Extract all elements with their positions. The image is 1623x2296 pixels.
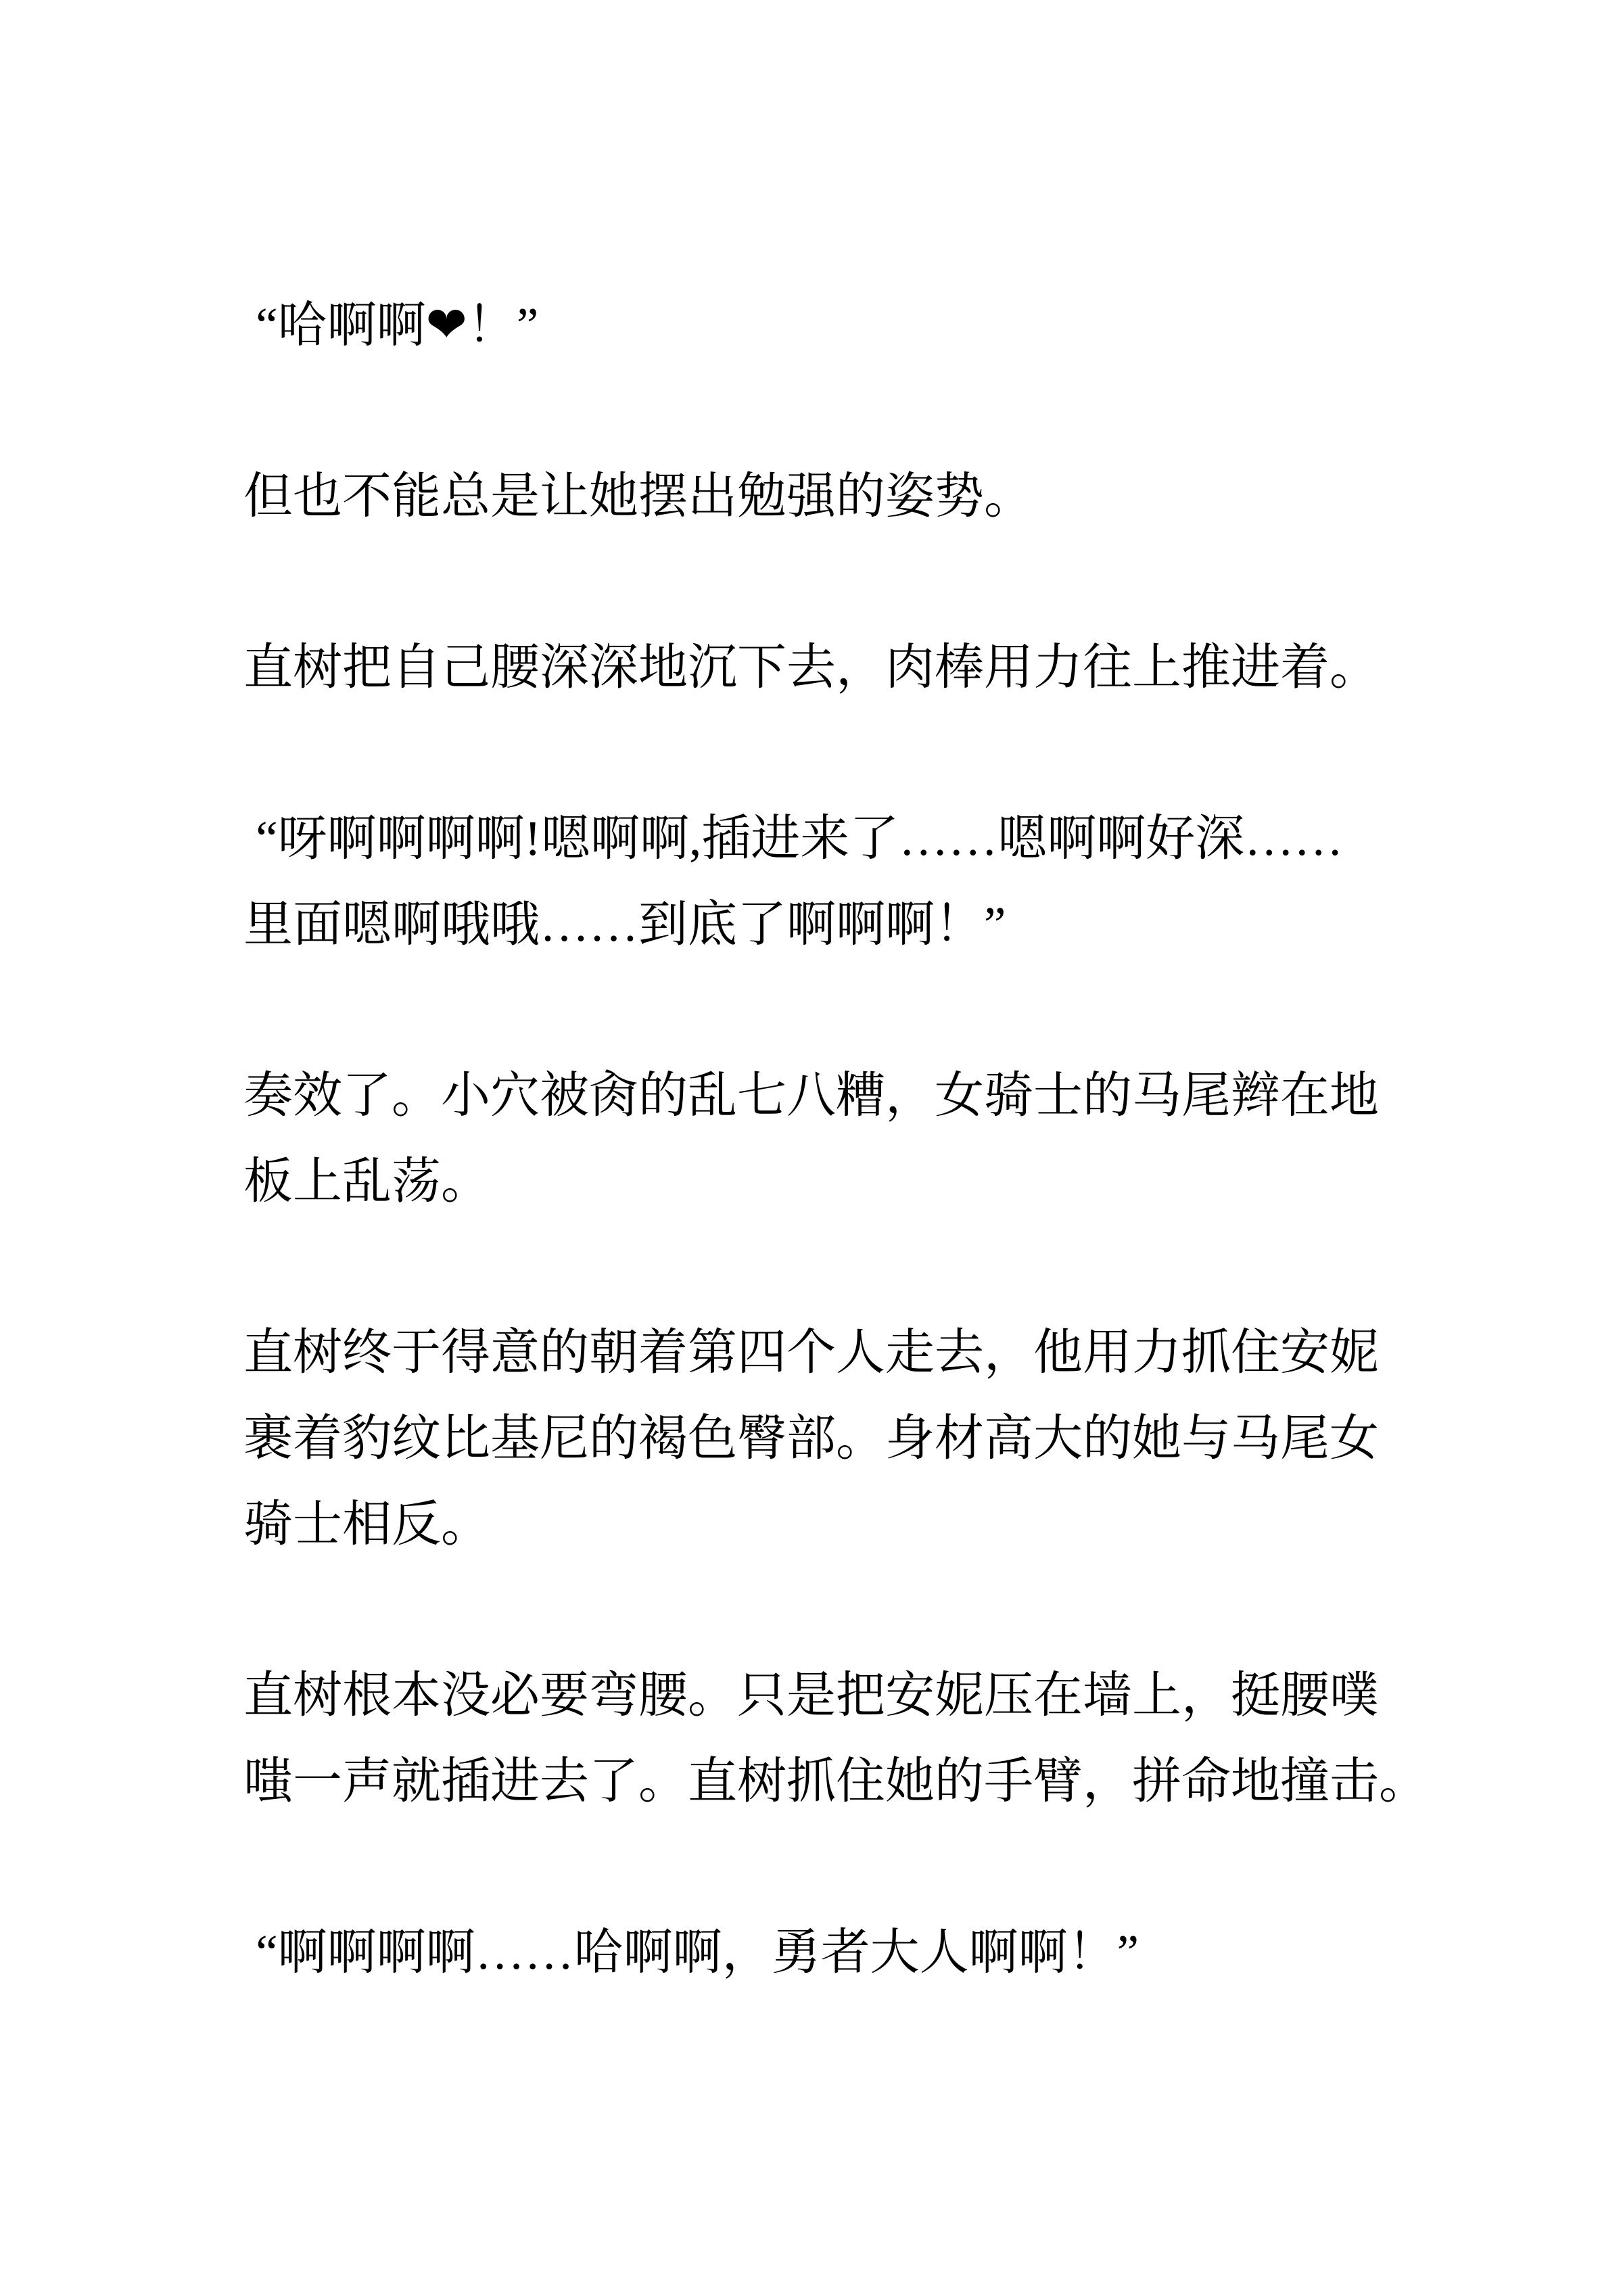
text-line: 直树终于得意的朝着第四个人走去，他用力抓住安妮 <box>243 1325 1379 1380</box>
text-column <box>243 282 1428 2080</box>
paragraph-narration-3 <box>243 1052 1400 1224</box>
text-line: 奏效了。小穴被肏的乱七八糟，女骑士的马尾辫在地 <box>243 1068 1379 1123</box>
text-line: 骑士相反。 <box>243 1497 490 1551</box>
text-line: “呀啊啊啊啊!嗯啊啊,插进来了……嗯啊啊好深…… <box>243 811 1344 866</box>
paragraph-narration-4 <box>243 1309 1400 1567</box>
text-line: “哈啊啊❤！” <box>243 298 539 352</box>
paragraph-dialogue-3 <box>243 1909 1400 1995</box>
paragraph-dialogue-1 <box>243 282 1400 368</box>
text-line: 板上乱荡。 <box>243 1154 490 1209</box>
text-line: 直树把自己腰深深地沉下去，肉棒用力往上推进着。 <box>243 640 1379 695</box>
paragraph-narration-2 <box>243 624 1400 710</box>
paragraph-narration-5 <box>243 1652 1428 1824</box>
text-line: “啊啊啊啊……哈啊啊，勇者大人啊啊！” <box>243 1925 1139 1979</box>
text-line: 但也不能总是让她摆出勉强的姿势。 <box>243 469 1033 523</box>
paragraph-dialogue-2 <box>243 795 1400 967</box>
text-line: 直树根本没必要弯腰。只是把安妮压在墙上，挺腰噗 <box>243 1668 1379 1723</box>
text-line: 里面嗯啊哦哦……到底了啊啊啊！” <box>243 897 1006 952</box>
text-line: 嗤一声就插进去了。直树抓住她的手臂，拼命地撞击。 <box>243 1754 1428 1808</box>
text-line: 裹着豹纹比基尼的褐色臀部。身材高大的她与马尾女 <box>243 1411 1379 1466</box>
paragraph-narration-1 <box>243 453 1400 539</box>
